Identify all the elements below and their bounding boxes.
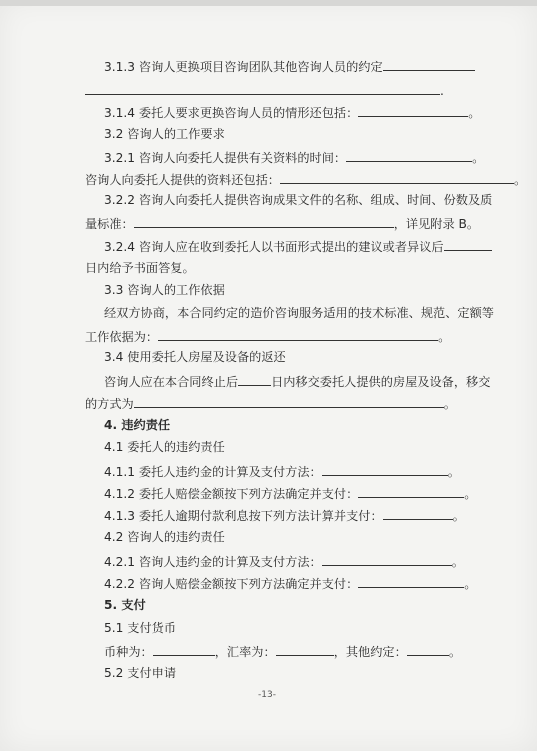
clause-3-1-3 xyxy=(104,58,475,74)
clause-text: 4.2.2 咨询人赔偿金额按下列方法确定并支付： xyxy=(104,577,359,591)
blank-field xyxy=(276,643,334,656)
clause-3-1-4: 3.1.4 委托人要求更换咨询人员的情形还包括： 。 xyxy=(104,106,481,120)
blank-field xyxy=(85,82,440,95)
clause-text: 的方式为 xyxy=(85,397,134,411)
section-4-1 xyxy=(104,440,225,454)
clause-text: 4.2.1 咨询人违约金的计算及支付方法： xyxy=(104,555,322,569)
clause-text: 咨询人向委托人提供的资料还包括： xyxy=(85,173,280,187)
blank-field xyxy=(322,463,448,476)
section-4-2 xyxy=(104,530,225,544)
clause-text: 4.1.2 委托人赔偿金额按下列方法确定并支付： xyxy=(104,487,359,501)
clause-text: 经双方协商，本合同约定的造价咨询服务适用的技术标准、规范、定额等 xyxy=(104,306,494,320)
clause-text: 3.2.1 咨询人向委托人提供有关资料的时间： xyxy=(104,151,347,165)
clause-text: . xyxy=(440,84,444,98)
clause-text: ，详见附录 B。 xyxy=(393,217,480,231)
clause-text: 工作依据为： xyxy=(85,330,159,344)
blank-field xyxy=(238,373,271,386)
clause-4-2-2: 4.2.2 咨询人赔偿金额按下列方法确定并支付： 。 xyxy=(104,577,477,591)
clause-text: 日内给予书面答复。 xyxy=(85,261,195,275)
blank-field xyxy=(444,238,492,251)
clause-text: 币种为： xyxy=(104,645,153,659)
clause-3-2-4-cont xyxy=(85,261,195,275)
clause-text: 4.1.3 委托人逾期付款利息按下列方法计算并支付： xyxy=(104,509,383,523)
clause-text: 日内移交委托人提供的房屋及设备，移交 xyxy=(271,375,491,389)
scan-top-edge xyxy=(0,0,537,6)
section-5-1 xyxy=(104,621,176,635)
clause-3-1-3-cont xyxy=(85,82,444,98)
clause-text: 3.1.4 委托人要求更换咨询人员的情形还包括： xyxy=(104,106,359,120)
clause-3-4-cont: 的方式为 。 xyxy=(85,397,456,411)
blank-field xyxy=(322,553,452,566)
blank-field xyxy=(358,575,464,588)
blank-field xyxy=(280,171,514,184)
section-4 xyxy=(104,418,170,432)
blank-field xyxy=(134,395,444,408)
clause-4-1-3: 4.1.3 委托人逾期付款利息按下列方法计算并支付： 。 xyxy=(104,509,465,523)
section-title: 3.2 咨询人的工作要求 xyxy=(104,127,225,141)
blank-field xyxy=(358,104,468,117)
clause-3-3-body xyxy=(104,306,494,320)
clause-text: ，其他约定： xyxy=(333,645,407,659)
clause-3-2-2 xyxy=(104,193,492,207)
blank-field xyxy=(407,643,449,656)
blank-field xyxy=(383,507,453,520)
clause-text: 4.1.1 委托人违约金的计算及支付方法： xyxy=(104,465,322,479)
section-title: 5. 支付 xyxy=(104,598,146,612)
clause-3-2-1-cont: 咨询人向委托人提供的资料还包括： 。 xyxy=(85,173,527,187)
clause-4-1-1: 4.1.1 委托人违约金的计算及支付方法： 。 xyxy=(104,465,460,479)
section-title: 4.2 咨询人的违约责任 xyxy=(104,530,225,544)
clause-5-1-body: 币种为： ，汇率为： ，其他约定： 。 xyxy=(104,645,461,659)
section-5 xyxy=(104,598,146,612)
clause-4-2-1: 4.2.1 咨询人违约金的计算及支付方法： 。 xyxy=(104,555,464,569)
page-number: -13- xyxy=(258,690,276,700)
blank-field xyxy=(346,149,472,162)
clause-3-2-2-cont xyxy=(85,215,479,231)
clause-4-1-2: 4.1.2 委托人赔偿金额按下列方法确定并支付： 。 xyxy=(104,487,477,501)
clause-text: 量标准： xyxy=(85,217,134,231)
section-title: 5.1 支付货币 xyxy=(104,621,177,635)
clause-3-2-4 xyxy=(104,238,492,254)
clause-text: 3.2.4 咨询人应在收到委托人以书面形式提出的建议或者异议后 xyxy=(104,240,444,254)
blank-field xyxy=(383,58,475,71)
blank-field xyxy=(158,328,438,341)
clause-text: 3.1.3 咨询人更换项目咨询团队其他咨询人员的约定 xyxy=(104,60,383,74)
section-title: 4. 违约责任 xyxy=(104,418,171,432)
section-3-4 xyxy=(104,350,286,364)
section-title: 4.1 委托人的违约责任 xyxy=(104,440,225,454)
section-3-3 xyxy=(104,283,225,297)
clause-3-3-cont: 工作依据为： 。 xyxy=(85,330,451,344)
section-title: 3.3 咨询人的工作依据 xyxy=(104,283,225,297)
section-5-2 xyxy=(104,666,176,680)
clause-text: 咨询人应在本合同终止后 xyxy=(104,375,239,389)
clause-text: 3.2.2 咨询人向委托人提供咨询成果文件的名称、组成、时间、份数及质 xyxy=(104,193,493,207)
clause-3-2-1: 3.2.1 咨询人向委托人提供有关资料的时间： 。 xyxy=(104,151,485,165)
blank-field xyxy=(153,643,215,656)
blank-field xyxy=(358,485,464,498)
section-title: 5.2 支付申请 xyxy=(104,666,177,680)
clause-3-4-body xyxy=(104,373,490,389)
section-3-2 xyxy=(104,127,225,141)
section-title: 3.4 使用委托人房屋及设备的返还 xyxy=(104,350,286,364)
clause-text: ，汇率为： xyxy=(214,645,276,659)
blank-field xyxy=(134,215,394,228)
